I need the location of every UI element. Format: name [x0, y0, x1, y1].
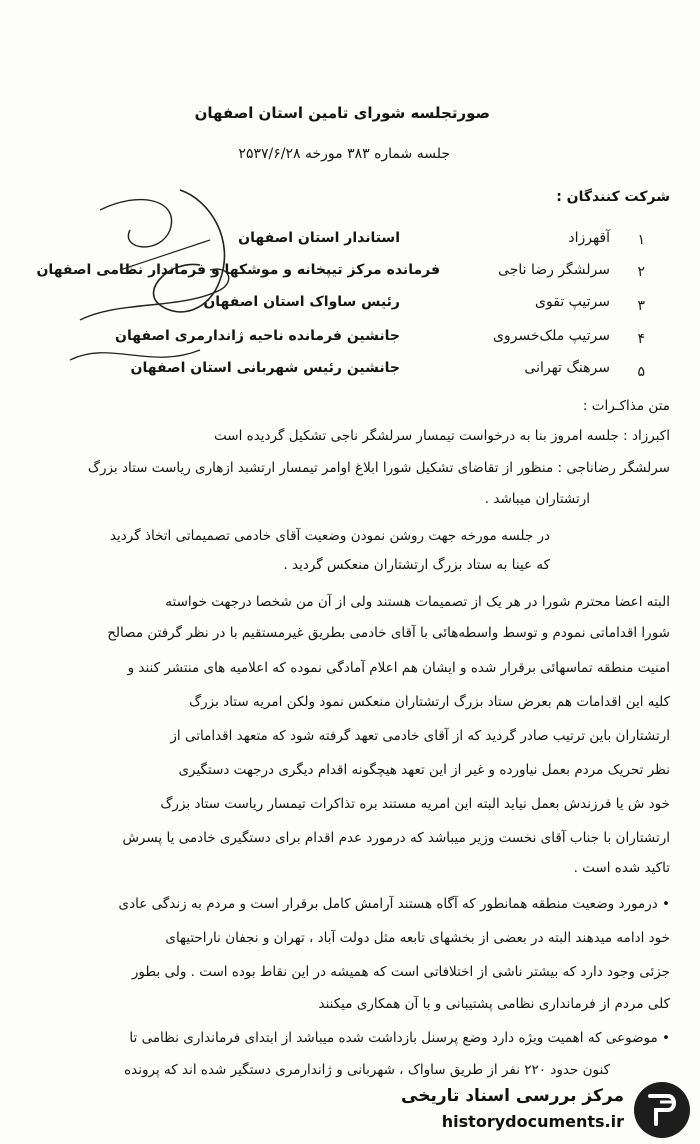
participant-name: سرتیپ ملک‌خسروی [492, 328, 610, 344]
watermark-site: historydocuments.ir [441, 1112, 624, 1131]
body-line: اکبرزاد : جلسه امروز بنا به درخواست تیمسار سرلشگر ناجی تشکیل گردیده است [214, 428, 670, 444]
participant-number: ۱ [637, 232, 645, 248]
body-line: سرلشگر رضاناجی : منظور از تقاضای تشکیل شورا ابلاغ اوامر تیمسار ارتشبد ازهاری ریاست ستاد بزرگ [87, 460, 670, 476]
archive-emblem-icon [634, 1082, 690, 1138]
participant-name: آقهرزاد [568, 230, 610, 246]
participant-role: استاندار استان اصفهان [238, 230, 400, 246]
participant-name: سرلشگر رضا ناجی [498, 262, 610, 278]
body-line: کنون حدود ۲۲۰ نفر از طریق ساواک ، شهربانی و ژاندارمری دستگیر شده اند که پرونده [124, 1062, 610, 1078]
participant-role: فرمانده مرکز تیپخانه و موشکها و فرماندار نظامی اصفهان [36, 262, 440, 278]
body-line: کلی مردم از فرمانداری نظامی پشتیبانی و با آن همکاری میکنند [318, 996, 670, 1012]
body-line: نظر تحریک مردم بعمل نیاورده و غیر از این تعهد هیچگونه اقدام دیگری درجهت دستگیری [178, 762, 670, 778]
participants-heading: شرکت کنندگان : [556, 189, 670, 205]
document-title: صورتجلسه شورای تامین استان اصفهان [194, 104, 490, 122]
body-line: البته اعضا محترم شورا در هر یک از تصمیمات هستند ولی از آن من شخصا درجهت خواسته [165, 594, 670, 610]
body-line: کلیه این اقدامات هم بعرض ستاد بزرگ ارتشتاران منعکس نمود ولکن امریه ستاد بزرگ [189, 694, 670, 710]
body-line: خود ش یا فرزندش بعمل نیاید البته این امریه مستند بره تذاکرات تیمسار ریاست ستاد بزرگ [160, 796, 670, 812]
watermark-logo [401, 1082, 690, 1138]
body-line: جزئی وجود دارد که بیشتر ناشی از اختلافاتی است که همیشه در این نقاط بوده است . ولی بطور [131, 964, 670, 980]
watermark-title: مرکز بررسی اسناد تاریخی [401, 1086, 624, 1106]
body-line: امنیت منطقه تماسهائی برقرار شده و ایشان هم اعلام آمادگی نموده که اعلامیه های منتشر کنند و [127, 660, 670, 676]
participant-number: ۵ [637, 364, 645, 380]
participant-role: جانشین فرمانده ناحیه ژاندارمری اصفهان [115, 328, 400, 344]
body-line: • موضوعی که اهمیت ویژه دارد وضع پرسنل بازداشت شده میباشد از ابتدای فرمانداری نظامی تا [129, 1030, 670, 1046]
body-line: در جلسه مورخه جهت روشن نمودن وضعیت آقای خادمی تصمیماتی اتخاذ گردید [109, 528, 550, 544]
participant-role: جانشین رئیس شهربانی استان اصفهان [130, 360, 400, 376]
body-line: تاکید شده است . [573, 860, 670, 876]
participant-name: سرتیپ تقوی [535, 294, 610, 310]
participant-role: رئیس ساواک استان اصفهان [203, 294, 400, 310]
body-line: شورا اقداماتی نمودم و توسط واسطه‌هائی با آقای خادمی بطریق غیرمستقیم با در نظر گرفتن مصالح [107, 625, 670, 641]
body-line: ارتشتاران میباشد . [484, 491, 590, 507]
body-line: • درمورد وضعیت منطقه همانطور که آگاه هستند آرامش کامل برقرار است و مردم به زندگی عادی [118, 896, 670, 912]
participant-number: ۲ [637, 264, 645, 280]
body-line: ارتشتاران با جناب آقای نخست وزیر میباشد که درمورد عدم اقدام برای دستگیری خادمی یا پسرش [122, 830, 670, 846]
meeting-number: جلسه شماره ۳۸۳ مورخه ۲۵۳۷/۶/۲۸ [238, 146, 450, 162]
participant-name: سرهنگ تهرانی [524, 360, 610, 376]
body-line: خود ادامه میدهند البته در بعضی از بخشهای تابعه مثل دولت آباد ، تهران و نجفان ناراحتیهای [165, 930, 670, 946]
participant-number: ۳ [637, 298, 645, 314]
participant-number: ۴ [637, 331, 645, 347]
body-line: ارتشتاران باین ترتیب صادر گردید که از آقای خادمی تعهد گرفته شود که متعهد اقداماتی از [170, 728, 670, 744]
body-line: که عینا به ستاد بزرگ ارتشتاران منعکس گردید . [283, 557, 550, 573]
body-line: متن مذاکـرات : [582, 398, 670, 414]
signature-scribble [60, 170, 240, 400]
